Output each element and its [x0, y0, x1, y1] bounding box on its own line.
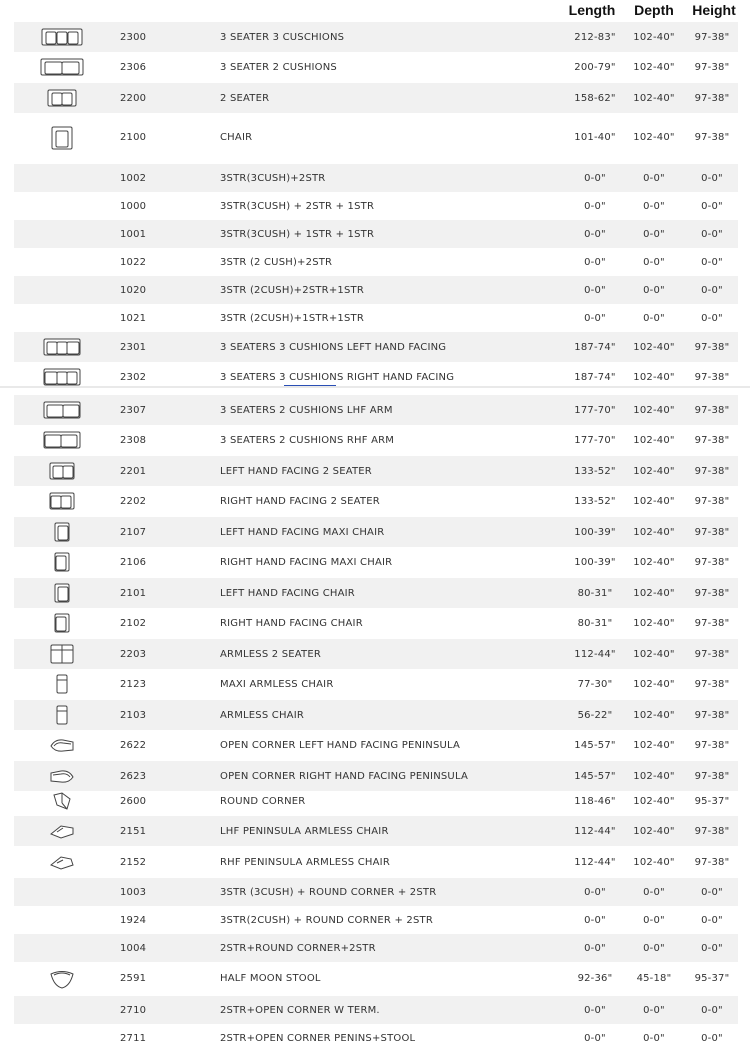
product-code: 2622: [120, 739, 147, 751]
length-value: 177-70": [574, 434, 616, 446]
product-description: 3STR(3CUSH) + 2STR + 1STR: [220, 200, 375, 212]
product-code: 2103: [120, 709, 147, 721]
depth-value: 102-40": [633, 709, 675, 721]
lhf-maxi-chair-icon: [32, 517, 92, 547]
length-value: 0-0": [584, 1004, 606, 1016]
table-row: [14, 639, 738, 669]
height-value: 97-38": [694, 92, 730, 104]
product-code: 2101: [120, 587, 147, 599]
depth-value: 102-40": [633, 617, 675, 629]
length-value: 145-57": [574, 770, 616, 782]
product-code: 1022: [120, 256, 147, 268]
3-seater-3-cushions-icon: [32, 22, 92, 52]
length-value: 187-74": [574, 371, 616, 383]
product-description: 3 SEATERS 3 CUSHIONS LEFT HAND FACING: [220, 341, 447, 353]
table-row: [14, 669, 738, 699]
product-code: 2301: [120, 341, 147, 353]
product-description: 3 SEATER 2 CUSHIONS: [220, 61, 337, 73]
product-code: 1004: [120, 942, 147, 954]
depth-value: 0-0": [643, 1004, 665, 1016]
product-code: 2302: [120, 371, 147, 383]
product-description: LEFT HAND FACING 2 SEATER: [220, 465, 372, 477]
half-moon-stool-icon: [32, 962, 92, 995]
length-value: 100-39": [574, 556, 616, 568]
depth-value: 0-0": [643, 886, 665, 898]
depth-value: 102-40": [633, 856, 675, 868]
table-row: [14, 22, 738, 52]
table-row: [14, 547, 738, 577]
product-description: 2STR+OPEN CORNER W TERM.: [220, 1004, 380, 1016]
height-value: 0-0": [701, 200, 723, 212]
length-value: 200-79": [574, 61, 616, 73]
product-code: 2591: [120, 973, 147, 984]
table-row: [14, 878, 738, 906]
table-row: [14, 608, 738, 638]
depth-value: 0-0": [643, 228, 665, 240]
table-row: [14, 332, 738, 362]
product-code: 2152: [120, 856, 147, 868]
height-value: 95-37": [694, 795, 730, 807]
product-code: 2307: [120, 404, 147, 416]
length-value: 133-52": [574, 465, 616, 477]
product-code: 1020: [120, 284, 147, 296]
height-value: 97-38": [694, 526, 730, 538]
depth-value: 0-0": [643, 172, 665, 184]
product-description: 3 SEATER 3 CUSCHIONS: [220, 31, 345, 43]
product-code: 1003: [120, 886, 147, 898]
product-description: 3STR(2CUSH) + ROUND CORNER + 2STR: [220, 914, 433, 926]
depth-value: 0-0": [643, 256, 665, 268]
height-value: 97-38": [694, 587, 730, 599]
table-row: [14, 248, 738, 276]
product-description: ROUND CORNER: [220, 795, 306, 807]
depth-value: 102-40": [633, 556, 675, 568]
maxi-armless-chair-icon: [32, 669, 92, 699]
product-description: 3STR (2CUSH)+1STR+1STR: [220, 312, 364, 324]
3-seater-lhf-icon: [32, 332, 92, 362]
depth-value: 0-0": [643, 200, 665, 212]
product-description: 3STR (2CUSH)+2STR+1STR: [220, 284, 364, 296]
product-code: 2107: [120, 526, 147, 538]
table-row: [14, 486, 738, 516]
product-description: RIGHT HAND FACING CHAIR: [220, 617, 363, 629]
length-value: 92-36": [577, 973, 613, 984]
table-row: [14, 395, 738, 425]
depth-value: 102-40": [633, 341, 675, 353]
depth-value: 102-40": [633, 404, 675, 416]
product-code: 2100: [120, 132, 147, 143]
height-value: 0-0": [701, 942, 723, 954]
length-value: 212-83": [574, 31, 616, 43]
length-value: 0-0": [584, 172, 606, 184]
depth-value: 102-40": [633, 648, 675, 660]
height-value: 97-38": [694, 132, 730, 143]
table-header: [0, 0, 750, 22]
height-value: 97-38": [694, 61, 730, 73]
height-value: 97-38": [694, 31, 730, 43]
product-description: 2 SEATER: [220, 92, 270, 104]
product-description: HALF MOON STOOL: [220, 973, 321, 984]
product-description: 3 SEATERS 2 CUSHIONS LHF ARM: [220, 404, 393, 416]
table-row: [14, 456, 738, 486]
height-value: 97-38": [694, 495, 730, 507]
height-value: 97-38": [694, 465, 730, 477]
depth-value: 0-0": [643, 1032, 665, 1044]
link-underline: [284, 385, 336, 386]
product-code: 2203: [120, 648, 147, 660]
length-value: 158-62": [574, 92, 616, 104]
product-description: 2STR+OPEN CORNER PENINS+STOOL: [220, 1032, 416, 1044]
height-value: 95-37": [694, 973, 730, 984]
length-value: 100-39": [574, 526, 616, 538]
length-value: 80-31": [577, 617, 613, 629]
product-code: 2200: [120, 92, 147, 104]
round-corner-icon: [32, 786, 92, 816]
product-code: 2102: [120, 617, 147, 629]
height-value: 97-38": [694, 825, 730, 837]
length-value: 77-30": [577, 678, 613, 690]
depth-value: 102-40": [633, 434, 675, 446]
product-code: 2623: [120, 770, 147, 782]
length-value: 112-44": [574, 648, 616, 660]
product-description: RIGHT HAND FACING 2 SEATER: [220, 495, 380, 507]
product-description: 3STR(3CUSH)+2STR: [220, 172, 326, 184]
product-code: 2710: [120, 1004, 147, 1016]
product-description: OPEN CORNER LEFT HAND FACING PENINSULA: [220, 739, 461, 751]
product-code: 1021: [120, 312, 147, 324]
depth-value: 102-40": [633, 678, 675, 690]
product-description: LEFT HAND FACING CHAIR: [220, 587, 355, 599]
header-depth: Depth: [634, 2, 674, 18]
3-seater-2-cushions-lhf-icon: [32, 395, 92, 425]
depth-value: 102-40": [633, 526, 675, 538]
height-value: 97-38": [694, 648, 730, 660]
height-value: 0-0": [701, 172, 723, 184]
depth-value: 0-0": [643, 942, 665, 954]
table-row: [14, 52, 738, 82]
depth-value: 102-40": [633, 132, 675, 143]
rhf-maxi-chair-icon: [32, 547, 92, 577]
depth-value: 45-18": [636, 973, 672, 984]
depth-value: 102-40": [633, 465, 675, 477]
rhf-2-seater-icon: [32, 486, 92, 516]
open-corner-lhf-peninsula-icon: [32, 730, 92, 760]
table-row: [14, 700, 738, 730]
table-row: [14, 1024, 738, 1052]
product-code: 2106: [120, 556, 147, 568]
product-code: 1001: [120, 228, 147, 240]
table-row: [14, 113, 738, 162]
height-value: 0-0": [701, 1004, 723, 1016]
length-value: 0-0": [584, 886, 606, 898]
depth-value: 102-40": [633, 371, 675, 383]
table-row: [14, 276, 738, 304]
length-value: 118-46": [574, 795, 616, 807]
length-value: 0-0": [584, 312, 606, 324]
height-value: 97-38": [694, 856, 730, 868]
chair-icon: [32, 113, 92, 162]
depth-value: 102-40": [633, 739, 675, 751]
length-value: 145-57": [574, 739, 616, 751]
lhf-chair-icon: [32, 578, 92, 608]
lhf-peninsula-armless-chair-icon: [32, 816, 92, 846]
2-seater-icon: [32, 83, 92, 113]
product-code: 2123: [120, 678, 147, 690]
depth-value: 0-0": [643, 914, 665, 926]
product-code: 1000: [120, 200, 147, 212]
product-description: OPEN CORNER RIGHT HAND FACING PENINSULA: [220, 770, 468, 782]
table-row: [14, 425, 738, 455]
table-row: [14, 847, 738, 877]
depth-value: 0-0": [643, 312, 665, 324]
3-seater-2-cushions-rhf-icon: [32, 425, 92, 455]
product-code: 2151: [120, 825, 147, 837]
table-row: [14, 83, 738, 113]
armless-chair-icon: [32, 700, 92, 730]
depth-value: 102-40": [633, 61, 675, 73]
height-value: 97-38": [694, 341, 730, 353]
height-value: 0-0": [701, 256, 723, 268]
product-description: LEFT HAND FACING MAXI CHAIR: [220, 526, 385, 538]
product-description: 3STR (2 CUSH)+2STR: [220, 256, 333, 268]
height-value: 97-38": [694, 371, 730, 383]
depth-value: 102-40": [633, 770, 675, 782]
length-value: 0-0": [584, 914, 606, 926]
product-description: LHF PENINSULA ARMLESS CHAIR: [220, 825, 389, 837]
table-row: [14, 730, 738, 760]
product-description: 2STR+ROUND CORNER+2STR: [220, 942, 376, 954]
header-length: Length: [568, 2, 616, 18]
table-row: [14, 996, 738, 1024]
table-row: [14, 962, 738, 995]
rhf-peninsula-armless-chair-icon: [32, 847, 92, 877]
product-description: MAXI ARMLESS CHAIR: [220, 678, 334, 690]
table-row: [14, 934, 738, 962]
table-row: [14, 164, 738, 192]
table-row: [14, 816, 738, 846]
armless-2-seater-icon: [32, 639, 92, 669]
height-value: 97-38": [694, 678, 730, 690]
depth-value: 102-40": [633, 31, 675, 43]
rhf-chair-icon: [32, 608, 92, 638]
height-value: 0-0": [701, 886, 723, 898]
product-description: RHF PENINSULA ARMLESS CHAIR: [220, 856, 390, 868]
product-description: CHAIR: [220, 132, 253, 143]
length-value: 0-0": [584, 942, 606, 954]
height-value: 97-38": [694, 617, 730, 629]
length-value: 101-40": [574, 132, 616, 143]
length-value: 56-22": [577, 709, 613, 721]
product-description: 3STR (3CUSH) + ROUND CORNER + 2STR: [220, 886, 437, 898]
depth-value: 102-40": [633, 495, 675, 507]
depth-value: 102-40": [633, 795, 675, 807]
3-seater-2-cushions-icon: [32, 52, 92, 82]
height-value: 97-38": [694, 556, 730, 568]
length-value: 0-0": [584, 284, 606, 296]
length-value: 187-74": [574, 341, 616, 353]
length-value: 112-44": [574, 856, 616, 868]
product-description: RIGHT HAND FACING MAXI CHAIR: [220, 556, 393, 568]
product-code: 2300: [120, 31, 147, 43]
height-value: 0-0": [701, 1032, 723, 1044]
table-row: [14, 906, 738, 934]
table-row: [14, 578, 738, 608]
height-value: 0-0": [701, 914, 723, 926]
table-row: [14, 192, 738, 220]
table-row: [14, 517, 738, 547]
depth-value: 102-40": [633, 587, 675, 599]
height-value: 0-0": [701, 312, 723, 324]
product-code: 2201: [120, 465, 147, 477]
depth-value: 102-40": [633, 825, 675, 837]
product-description: 3 SEATERS 3 CUSHIONS RIGHT HAND FACING: [220, 371, 455, 383]
product-code: 2600: [120, 795, 147, 807]
length-value: 177-70": [574, 404, 616, 416]
height-value: 97-38": [694, 739, 730, 751]
product-code: 1002: [120, 172, 147, 184]
table-row: [14, 220, 738, 248]
height-value: 97-38": [694, 434, 730, 446]
height-value: 97-38": [694, 404, 730, 416]
product-code: 2711: [120, 1032, 147, 1044]
length-value: 0-0": [584, 200, 606, 212]
product-description: ARMLESS CHAIR: [220, 709, 305, 721]
page-seam: [0, 386, 750, 388]
product-code: 2202: [120, 495, 147, 507]
length-value: 112-44": [574, 825, 616, 837]
depth-value: 0-0": [643, 284, 665, 296]
length-value: 0-0": [584, 228, 606, 240]
product-description: 3STR(3CUSH) + 1STR + 1STR: [220, 228, 375, 240]
length-value: 0-0": [584, 1032, 606, 1044]
length-value: 80-31": [577, 587, 613, 599]
product-code: 2306: [120, 61, 147, 73]
height-value: 0-0": [701, 284, 723, 296]
lhf-2-seater-icon: [32, 456, 92, 486]
product-description: 3 SEATERS 2 CUSHIONS RHF ARM: [220, 434, 395, 446]
table-row: [14, 786, 738, 816]
height-value: 97-38": [694, 770, 730, 782]
product-code: 1924: [120, 914, 147, 926]
length-value: 133-52": [574, 495, 616, 507]
table-row: [14, 304, 738, 332]
length-value: 0-0": [584, 256, 606, 268]
height-value: 0-0": [701, 228, 723, 240]
depth-value: 102-40": [633, 92, 675, 104]
header-height: Height: [692, 2, 736, 18]
product-code: 2308: [120, 434, 147, 446]
height-value: 97-38": [694, 709, 730, 721]
product-description: ARMLESS 2 SEATER: [220, 648, 322, 660]
